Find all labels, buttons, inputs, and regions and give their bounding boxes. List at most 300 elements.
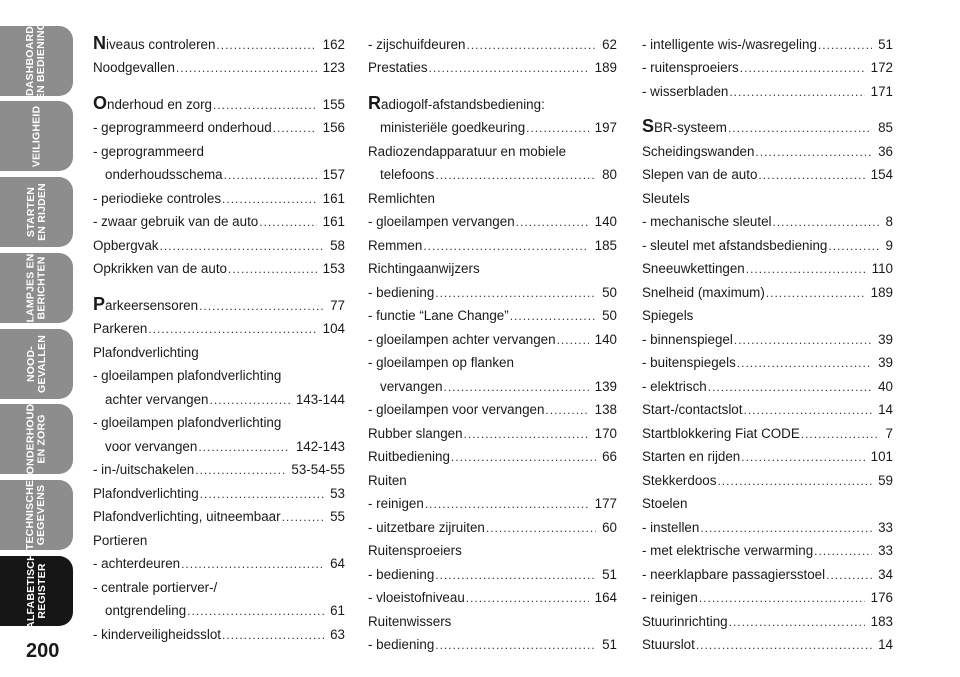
dot-leader bbox=[209, 393, 289, 407]
entry-page-number[interactable]: 185 bbox=[594, 237, 617, 253]
entry-page-number[interactable]: 66 bbox=[602, 449, 617, 464]
entry-label: Stuurslot bbox=[642, 637, 695, 652]
entry-label: Snelheid (maximum) bbox=[642, 284, 765, 300]
entry-page-number[interactable]: 51 bbox=[602, 637, 617, 652]
index-column-3 bbox=[642, 28, 893, 652]
entry-label: Noodgevallen bbox=[93, 60, 175, 75]
section-gap bbox=[642, 99, 893, 112]
entry-page-number[interactable]: 51 bbox=[602, 566, 617, 582]
entry-label: - gloeilampen voor vervangen bbox=[368, 402, 545, 417]
index-entry bbox=[642, 135, 893, 159]
index-entry bbox=[93, 52, 345, 76]
dot-leader bbox=[273, 121, 317, 135]
index-entry bbox=[642, 229, 893, 253]
entry-page-number[interactable]: 172 bbox=[870, 60, 893, 75]
index-entry bbox=[93, 229, 345, 253]
dot-leader bbox=[814, 544, 872, 558]
entry-page-number[interactable]: 50 bbox=[602, 284, 617, 300]
dot-leader bbox=[828, 239, 879, 253]
dot-leader bbox=[755, 145, 872, 159]
dot-leader bbox=[729, 85, 864, 99]
entry-label: Rubber slangen bbox=[368, 425, 463, 441]
entry-page-number[interactable]: 104 bbox=[322, 321, 345, 336]
dot-leader bbox=[464, 427, 589, 441]
entry-label-rest: BR-systeem bbox=[654, 120, 727, 135]
dot-leader bbox=[826, 568, 872, 582]
entry-label: - in-/uitschakelen bbox=[93, 462, 195, 477]
entry-label bbox=[642, 116, 727, 136]
entry-label: - bediening bbox=[368, 637, 435, 652]
index-entry bbox=[93, 135, 345, 159]
index-entry bbox=[642, 394, 893, 418]
dot-leader bbox=[148, 322, 316, 336]
entry-label: Radiozendapparatuur en mobiele bbox=[368, 143, 567, 159]
tab-label: DASHBOARD EN BEDIENING bbox=[24, 21, 48, 101]
entry-label: Richtingaanwijzers bbox=[368, 261, 480, 276]
dot-leader bbox=[435, 638, 596, 652]
dot-leader bbox=[510, 309, 596, 323]
entry-page-number[interactable]: 64 bbox=[330, 556, 345, 571]
index-entry bbox=[642, 300, 893, 324]
entry-label bbox=[368, 92, 545, 113]
dot-leader bbox=[746, 262, 866, 276]
dot-leader bbox=[435, 286, 596, 300]
dot-leader bbox=[160, 239, 325, 253]
entry-page-number[interactable]: 63 bbox=[330, 626, 345, 642]
page-number: 200 bbox=[26, 640, 60, 662]
index-entry bbox=[642, 629, 893, 653]
index-entry bbox=[368, 511, 617, 535]
entry-label: onderhoudsschema bbox=[105, 167, 223, 182]
entry-page-number[interactable]: 77 bbox=[330, 297, 345, 313]
entry-label: - vloeistofniveau bbox=[368, 590, 465, 605]
entry-page-number[interactable]: 157 bbox=[322, 167, 345, 182]
entry-label: - centrale portierver-/ bbox=[93, 579, 218, 595]
index-entry bbox=[368, 347, 617, 371]
entry-label: - gloeilampen plafondverlichting bbox=[93, 368, 282, 383]
entry-page-number[interactable]: 53-54-55 bbox=[291, 462, 345, 477]
entry-label bbox=[93, 92, 212, 113]
entry-label: - zijschuifdeuren bbox=[368, 36, 466, 52]
entry-label: Stoelen bbox=[642, 496, 688, 511]
dot-leader bbox=[425, 497, 589, 511]
entry-page-number[interactable]: 34 bbox=[878, 566, 893, 582]
entry-label: - neerklapbare passagiersstoel bbox=[642, 566, 826, 582]
dot-leader bbox=[741, 450, 864, 464]
index-entry bbox=[368, 629, 617, 653]
index-entry bbox=[642, 323, 893, 347]
dot-leader bbox=[557, 333, 589, 347]
index-entry bbox=[93, 159, 345, 183]
dot-leader bbox=[259, 215, 316, 229]
index-entry bbox=[642, 488, 893, 512]
entry-label: Stekkerdoos bbox=[642, 472, 717, 488]
index-entry bbox=[368, 558, 617, 582]
tab-lampjes[interactable] bbox=[0, 253, 73, 323]
dot-leader bbox=[451, 450, 596, 464]
entry-page-number[interactable]: 154 bbox=[870, 167, 893, 182]
dot-leader bbox=[213, 98, 317, 112]
entry-page-number[interactable]: 110 bbox=[871, 261, 893, 276]
index-entry bbox=[93, 28, 345, 52]
dot-leader bbox=[700, 521, 872, 535]
entry-page-number[interactable]: 161 bbox=[322, 190, 345, 206]
dot-leader bbox=[734, 333, 872, 347]
entry-label: Start-/contactslot bbox=[642, 402, 743, 417]
entry-label: Sneeuwkettingen bbox=[642, 261, 745, 276]
dot-leader bbox=[766, 286, 865, 300]
index-entry bbox=[93, 595, 345, 619]
index-entry bbox=[368, 182, 617, 206]
tab-alfabetisch[interactable] bbox=[0, 553, 73, 629]
index-entry bbox=[93, 253, 345, 277]
entry-label: Remlichten bbox=[368, 190, 435, 206]
index-entry bbox=[368, 276, 617, 300]
index-entry bbox=[368, 28, 617, 52]
entry-page-number[interactable]: 153 bbox=[322, 261, 345, 276]
dot-leader bbox=[486, 521, 596, 535]
entry-label: Ruitensproeiers bbox=[368, 543, 462, 558]
dot-leader bbox=[228, 262, 317, 276]
entry-page-number[interactable]: 62 bbox=[602, 36, 617, 52]
section-gap bbox=[93, 276, 345, 289]
entry-page-number[interactable]: 53 bbox=[330, 485, 345, 501]
index-entry bbox=[93, 548, 345, 572]
entry-label: - met elektrische verwarming bbox=[642, 543, 814, 558]
entry-label: - reinigen bbox=[642, 590, 698, 605]
entry-page-number[interactable]: 189 bbox=[870, 284, 893, 300]
entry-label: Sleutels bbox=[642, 190, 690, 206]
entry-label: - wisserbladen bbox=[642, 83, 729, 99]
entry-label: Remmen bbox=[368, 237, 423, 253]
entry-label: Opbergvak bbox=[93, 237, 159, 253]
entry-label: - buitenspiegels bbox=[642, 355, 736, 370]
entry-page-number[interactable]: 143-144 bbox=[295, 391, 345, 407]
entry-page-number[interactable]: 40 bbox=[878, 378, 893, 394]
dot-leader bbox=[187, 604, 324, 618]
index-entry bbox=[93, 289, 345, 313]
tab-noodgevallen[interactable] bbox=[0, 329, 73, 399]
entry-page-number[interactable]: 9 bbox=[885, 237, 893, 253]
index-entry bbox=[642, 28, 893, 52]
index-entry bbox=[642, 558, 893, 582]
tab-label: NOOD- GEVALLEN bbox=[24, 335, 48, 393]
index-entry bbox=[368, 300, 617, 324]
entry-page-number[interactable]: 142-143 bbox=[295, 438, 345, 454]
entry-page-number[interactable]: 14 bbox=[878, 637, 893, 652]
index-entry bbox=[368, 135, 617, 159]
dot-leader bbox=[222, 628, 324, 642]
dot-leader bbox=[740, 61, 865, 75]
index-entry bbox=[368, 605, 617, 629]
dot-leader bbox=[717, 474, 872, 488]
index-entry bbox=[368, 229, 617, 253]
dot-leader bbox=[743, 403, 872, 417]
tab-label: STARTEN EN RIJDEN bbox=[24, 183, 48, 241]
index-entry bbox=[368, 488, 617, 512]
index-entry bbox=[642, 464, 893, 488]
index-entry bbox=[368, 394, 617, 418]
entry-label: - zwaar gebruik van de auto bbox=[93, 214, 259, 229]
dot-leader bbox=[423, 239, 588, 253]
entry-page-number[interactable]: 170 bbox=[594, 425, 617, 441]
index-entry bbox=[93, 206, 345, 230]
entry-page-number[interactable]: 39 bbox=[878, 355, 893, 370]
entry-label: - gloeilampen vervangen bbox=[368, 214, 515, 229]
index-entry bbox=[93, 430, 345, 454]
entry-page-number[interactable]: 176 bbox=[870, 590, 893, 605]
entry-page-number[interactable]: 51 bbox=[878, 36, 893, 52]
index-entry bbox=[642, 276, 893, 300]
entry-label: - ruitensproeiers bbox=[642, 60, 739, 75]
entry-label-rest: iveaus controleren bbox=[106, 36, 216, 52]
entry-page-number[interactable]: 101 bbox=[870, 449, 893, 464]
entry-label: - binnenspiegel bbox=[642, 331, 733, 347]
entry-page-number[interactable]: 33 bbox=[878, 543, 893, 558]
index-entry bbox=[642, 159, 893, 183]
entry-label: ontgrendeling bbox=[105, 603, 187, 618]
entry-page-number[interactable]: 55 bbox=[330, 509, 345, 524]
index-column-2 bbox=[368, 28, 617, 652]
dot-leader bbox=[282, 510, 325, 524]
entry-label: Portieren bbox=[93, 532, 148, 548]
index-entry bbox=[642, 347, 893, 371]
entry-page-number[interactable]: 183 bbox=[870, 613, 893, 629]
index-entry bbox=[93, 524, 345, 548]
index-entry bbox=[642, 206, 893, 230]
dot-leader bbox=[773, 215, 880, 229]
entry-initial-letter: N bbox=[93, 32, 106, 53]
index-entry bbox=[368, 112, 617, 136]
entry-page-number[interactable]: 171 bbox=[870, 83, 893, 99]
entry-label: - instellen bbox=[642, 519, 700, 535]
tab-veiligheid[interactable] bbox=[0, 101, 73, 171]
dot-leader bbox=[696, 638, 872, 652]
index-entry bbox=[368, 52, 617, 76]
entry-label: - geprogrammeerd bbox=[93, 143, 204, 159]
entry-initial-letter: R bbox=[368, 92, 381, 113]
index-entry bbox=[93, 407, 345, 431]
entry-label: achter vervangen bbox=[105, 391, 209, 407]
entry-initial-letter: P bbox=[93, 293, 106, 314]
entry-label: - bediening bbox=[368, 284, 435, 300]
index-entry bbox=[642, 112, 893, 136]
dot-leader bbox=[467, 38, 597, 52]
index-entry bbox=[368, 159, 617, 183]
entry-label: Stuurinrichting bbox=[642, 613, 728, 629]
entry-label: - reinigen bbox=[368, 496, 424, 511]
index-entry bbox=[368, 582, 617, 606]
entry-label: ministeriële goedkeuring bbox=[380, 120, 526, 135]
tab-label: ONDERHOUD EN ZORG bbox=[24, 403, 48, 475]
index-entry bbox=[642, 52, 893, 76]
tab-technische[interactable] bbox=[0, 480, 73, 550]
index-entry bbox=[368, 464, 617, 488]
dot-leader bbox=[818, 38, 872, 52]
index-entry bbox=[642, 441, 893, 465]
tab-label: ALFABETISCH REGISTER bbox=[24, 553, 48, 629]
entry-label-rest: arkeersensoren bbox=[105, 297, 199, 313]
index-entry bbox=[642, 75, 893, 99]
dot-leader bbox=[199, 299, 324, 313]
index-column-1 bbox=[93, 28, 345, 642]
tab-starten[interactable] bbox=[0, 177, 73, 247]
entry-label: - intelligente wis-/wasregeling bbox=[642, 36, 817, 52]
index-entry bbox=[93, 454, 345, 478]
entry-page-number[interactable]: 139 bbox=[594, 378, 617, 394]
entry-label: Slepen van de auto bbox=[642, 167, 758, 182]
dot-leader bbox=[181, 557, 324, 571]
entry-label: Scheidingswanden bbox=[642, 143, 755, 159]
index-entry bbox=[93, 501, 345, 525]
entry-page-number[interactable]: 60 bbox=[602, 519, 617, 535]
index-entry bbox=[642, 511, 893, 535]
dot-leader bbox=[429, 61, 589, 75]
index-entry bbox=[368, 323, 617, 347]
entry-page-number[interactable]: 59 bbox=[878, 472, 893, 488]
dot-leader bbox=[216, 38, 316, 52]
dot-leader bbox=[198, 440, 290, 454]
entry-page-number[interactable]: 156 bbox=[322, 120, 345, 135]
entry-page-number[interactable]: 50 bbox=[602, 308, 617, 323]
index-entry bbox=[368, 206, 617, 230]
index-entry bbox=[642, 182, 893, 206]
entry-label-rest: adiogolf-afstandsbediening: bbox=[381, 96, 545, 112]
index-entry bbox=[642, 582, 893, 606]
index-entry bbox=[368, 535, 617, 559]
entry-page-number[interactable]: 189 bbox=[594, 60, 617, 75]
dot-leader bbox=[200, 487, 324, 501]
dot-leader bbox=[224, 168, 317, 182]
entry-label: - mechanische sleutel bbox=[642, 214, 772, 229]
entry-label: - elektrisch bbox=[642, 378, 707, 394]
entry-page-number[interactable]: 161 bbox=[322, 214, 345, 229]
tab-label: LAMPJES EN BERICHTEN bbox=[24, 253, 48, 323]
entry-label: Ruitbediening bbox=[368, 449, 450, 464]
dot-leader bbox=[222, 192, 317, 206]
dot-leader bbox=[444, 380, 589, 394]
entry-page-number[interactable]: 36 bbox=[878, 143, 893, 159]
tab-onderhoud[interactable] bbox=[0, 404, 73, 474]
index-entry bbox=[93, 571, 345, 595]
entry-label: - uitzetbare zijruiten bbox=[368, 519, 485, 535]
entry-label: vervangen bbox=[380, 378, 443, 394]
index-entry bbox=[93, 112, 345, 136]
index-entry bbox=[642, 417, 893, 441]
index-entry bbox=[642, 605, 893, 629]
entry-page-number[interactable]: 7 bbox=[885, 425, 893, 441]
entry-label: - functie “Lane Change” bbox=[368, 308, 509, 323]
entry-page-number[interactable]: 80 bbox=[602, 167, 617, 182]
dot-leader bbox=[728, 121, 872, 135]
index-entry bbox=[93, 360, 345, 384]
dot-leader bbox=[435, 568, 596, 582]
index-entry bbox=[93, 618, 345, 642]
entry-label: - achterdeuren bbox=[93, 556, 181, 571]
entry-label: Plafondverlichting bbox=[93, 485, 199, 501]
entry-page-number[interactable]: 85 bbox=[878, 120, 893, 135]
index-entry bbox=[93, 477, 345, 501]
entry-page-number[interactable]: 155 bbox=[322, 96, 345, 112]
dot-leader bbox=[195, 463, 285, 477]
entry-page-number[interactable]: 177 bbox=[594, 496, 617, 511]
index-entry bbox=[368, 253, 617, 277]
entry-label: - periodieke controles bbox=[93, 190, 222, 206]
entry-page-number[interactable]: 138 bbox=[594, 402, 617, 417]
dot-leader bbox=[729, 615, 865, 629]
entry-label bbox=[93, 293, 199, 314]
entry-initial-letter: O bbox=[93, 92, 108, 113]
dot-leader bbox=[708, 380, 872, 394]
entry-page-number[interactable]: 164 bbox=[594, 590, 617, 605]
entry-page-number[interactable]: 123 bbox=[322, 60, 345, 75]
entry-label: Plafondverlichting, uitneembaar bbox=[93, 509, 281, 524]
entry-label: voor vervangen bbox=[105, 438, 198, 454]
tab-label: VEILIGHEID bbox=[29, 105, 42, 167]
entry-label: - gloeilampen op flanken bbox=[368, 355, 514, 370]
entry-page-number[interactable]: 140 bbox=[594, 214, 617, 229]
entry-page-number[interactable]: 61 bbox=[330, 603, 345, 618]
entry-label: Parkeren bbox=[93, 321, 148, 336]
entry-label: - bediening bbox=[368, 566, 435, 582]
entry-label: - kinderveiligheidsslot bbox=[93, 626, 222, 642]
entry-initial-letter: S bbox=[642, 116, 655, 136]
entry-label: - sleutel met afstandsbediening bbox=[642, 237, 828, 253]
dot-leader bbox=[176, 61, 317, 75]
entry-label: Ruiten bbox=[368, 472, 407, 488]
entry-label: Plafondverlichting bbox=[93, 344, 199, 360]
index-entry bbox=[642, 535, 893, 559]
entry-page-number[interactable]: 162 bbox=[322, 36, 345, 52]
index-entry bbox=[368, 441, 617, 465]
entry-page-number[interactable]: 33 bbox=[878, 519, 893, 535]
tab-label: TECHNISCHE GEGEVENS bbox=[24, 479, 48, 551]
entry-page-number[interactable]: 8 bbox=[885, 214, 893, 229]
entry-page-number[interactable]: 197 bbox=[594, 120, 617, 135]
dot-leader bbox=[758, 168, 864, 182]
entry-label: Ruitenwissers bbox=[368, 613, 452, 629]
index-entry bbox=[642, 253, 893, 277]
index-entry bbox=[93, 182, 345, 206]
entry-page-number[interactable]: 58 bbox=[330, 237, 345, 253]
dot-leader bbox=[466, 591, 589, 605]
dot-leader bbox=[526, 121, 589, 135]
entry-page-number[interactable]: 14 bbox=[878, 402, 893, 417]
entry-label bbox=[93, 32, 216, 53]
entry-label: - gloeilampen plafondverlichting bbox=[93, 415, 282, 430]
entry-label: - geprogrammeerd onderhoud bbox=[93, 120, 272, 135]
index-entry bbox=[93, 313, 345, 337]
entry-label-rest: nderhoud en zorg bbox=[107, 96, 212, 112]
index-entry bbox=[93, 88, 345, 112]
entry-page-number[interactable]: 39 bbox=[878, 331, 893, 347]
tab-dashboard[interactable] bbox=[0, 21, 73, 101]
index-entry bbox=[368, 370, 617, 394]
section-gap bbox=[93, 75, 345, 88]
dot-leader bbox=[545, 403, 588, 417]
entry-label: Startblokkering Fiat CODE bbox=[642, 425, 800, 441]
entry-label: Spiegels bbox=[642, 308, 694, 323]
dot-leader bbox=[435, 168, 596, 182]
entry-label: telefoons bbox=[380, 167, 435, 182]
section-gap bbox=[368, 75, 617, 88]
index-entry bbox=[93, 336, 345, 360]
entry-label: Starten en rijden bbox=[642, 449, 741, 464]
entry-page-number[interactable]: 140 bbox=[594, 331, 617, 347]
dot-leader bbox=[737, 356, 872, 370]
dot-leader bbox=[699, 591, 865, 605]
index-entry bbox=[93, 383, 345, 407]
